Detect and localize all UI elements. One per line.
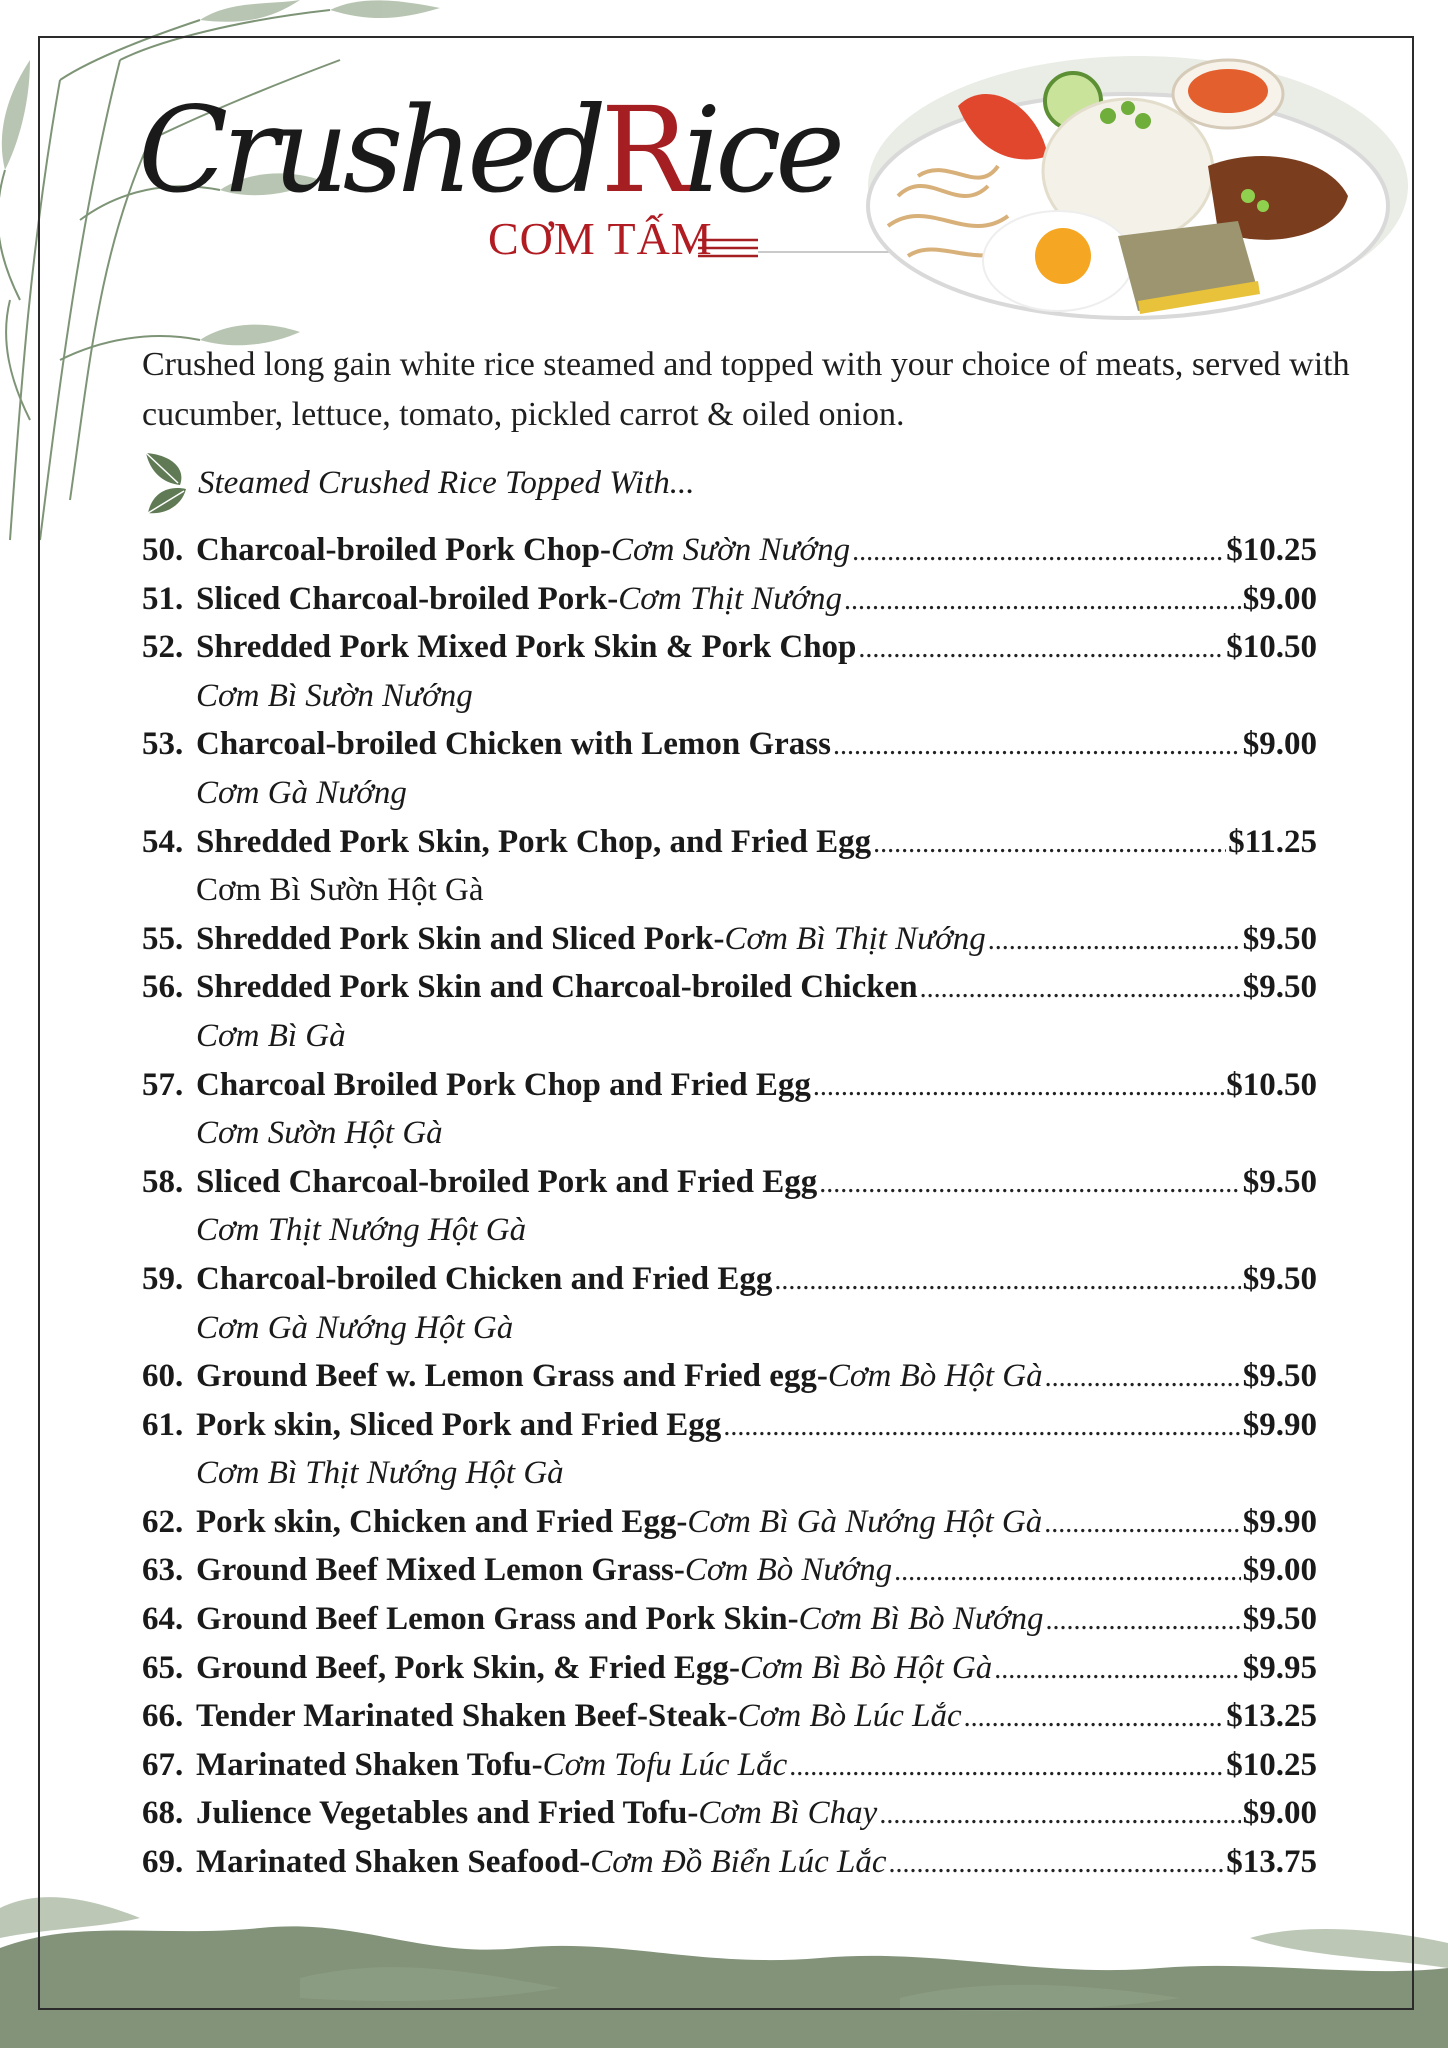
logo-title: CrushedRice (138, 81, 840, 219)
menu-item-price: $10.25 (1226, 532, 1317, 568)
menu-item-price: $13.75 (1226, 1844, 1317, 1881)
dot-leader (879, 1799, 1240, 1831)
section-subheading (142, 448, 694, 518)
menu-item-separator: - (579, 1844, 591, 1881)
menu-item-number: 60. (142, 1358, 184, 1395)
menu-item-vietnamese-name: Cơm Tofu Lúc Lắc (542, 1746, 788, 1783)
menu-item-separator: - (728, 1649, 740, 1686)
menu-item-number: 50. (142, 532, 184, 568)
menu-item-vietnamese-name: Cơm Bò Hột Gà (827, 1358, 1043, 1395)
menu-item-name: Shredded Pork Skin, Pork Chop, and Fried Egg (196, 823, 872, 860)
menu-item-vietnamese-name: Cơm Bì Sườn Hột Gà (196, 872, 484, 909)
menu-item (142, 1552, 1317, 1601)
menu-item-name: Charcoal-broiled Pork Chop (196, 532, 600, 568)
dot-leader (858, 633, 1224, 665)
menu-item-vietnamese-name: Cơm Đồ Biển Lúc Lắc (590, 1844, 887, 1881)
menu-item-number: 66. (142, 1698, 184, 1735)
menu-item (142, 1795, 1317, 1844)
menu-item-name: Marinated Shaken Seafood (196, 1844, 580, 1881)
menu-item-name: Shredded Pork Skin and Charcoal-broiled Chicken (196, 969, 918, 1006)
menu-item-separator: - (787, 1601, 799, 1638)
menu-item-number: 51. (142, 580, 184, 617)
menu-item-vietnamese-name: Cơm Bì Gà (196, 1017, 346, 1054)
dot-leader (888, 1848, 1224, 1880)
menu-item-name: Ground Beef, Pork Skin, & Fried Egg (196, 1649, 729, 1686)
menu-item-price: $9.90 (1242, 1406, 1317, 1443)
dot-leader (920, 973, 1241, 1005)
menu-item-number: 56. (142, 969, 184, 1006)
menu-item (142, 581, 1317, 630)
menu-item (142, 921, 1317, 970)
menu-item-number: 68. (142, 1795, 184, 1832)
dot-leader (789, 1751, 1224, 1783)
menu-item (142, 1601, 1317, 1650)
dot-leader (964, 1702, 1225, 1734)
dot-leader (774, 1265, 1240, 1297)
menu-item-number: 52. (142, 629, 184, 666)
menu-item-vietnamese-name: Cơm Bò Lúc Lắc (737, 1698, 962, 1735)
menu-item-name: Charcoal-broiled Chicken with Lemon Grass (196, 726, 831, 763)
menu-item-vietnamese-name: Cơm Sườn Hột Gà (196, 1115, 443, 1152)
menu-item-price: $13.25 (1226, 1698, 1317, 1735)
menu-item-vietnamese-name: Cơm Bò Nướng (684, 1552, 893, 1589)
dot-leader (994, 1654, 1241, 1686)
menu-item-name: Pork skin, Sliced Pork and Fried Egg (196, 1406, 722, 1443)
menu-item (142, 1261, 1317, 1310)
dot-leader (833, 730, 1241, 762)
menu-item-name: Shredded Pork Mixed Pork Skin & Pork Chop (196, 629, 857, 666)
dot-leader (844, 585, 1241, 617)
dot-leader (1044, 1508, 1241, 1540)
menu-item-number: 55. (142, 920, 184, 957)
menu-item-vietnamese-name: Cơm Thịt Nướng Hột Gà (196, 1212, 527, 1249)
menu-item-vietnamese-name: Cơm Sườn Nướng (610, 532, 851, 568)
menu-item-price: $9.00 (1242, 726, 1317, 763)
rice-plate-image (838, 46, 1418, 376)
menu-item-number: 67. (142, 1746, 184, 1783)
menu-item-price: $10.25 (1226, 1746, 1317, 1783)
menu-item-price: $9.50 (1242, 969, 1317, 1006)
leaf-icon (142, 449, 190, 517)
menu-item-price: $10.50 (1226, 1066, 1317, 1103)
menu-item-separator: - (687, 1795, 699, 1832)
menu-intro-text: Crushed long gain white rice steamed and topped with your choice of meats, served with cucumber, lettuce, tomato, pickled carrot & oiled onion. (142, 346, 1350, 433)
dot-leader (1045, 1605, 1240, 1637)
menu-item-list (142, 532, 1317, 1893)
menu-item-separator: - (816, 1358, 828, 1395)
menu-item-separator: - (726, 1698, 738, 1735)
menu-item-vietnamese-name: Cơm Bì Chay (698, 1795, 878, 1832)
menu-item-number: 57. (142, 1066, 184, 1103)
section-subheading-text: Steamed Crushed Rice Topped With... (198, 464, 695, 501)
menu-item (142, 726, 1317, 775)
menu-item-number: 62. (142, 1503, 184, 1540)
menu-item-vietnamese-name: Cơm Bì Bò Hột Gà (739, 1649, 993, 1686)
menu-item-number: 69. (142, 1844, 184, 1881)
menu-item-separator: - (531, 1746, 543, 1783)
menu-item-vietnamese-name: Cơm Bì Thịt Nướng Hột Gà (196, 1455, 564, 1492)
menu-item (142, 1747, 1317, 1796)
menu-item (142, 969, 1317, 1018)
menu-item-separator: - (599, 532, 611, 568)
dot-leader (894, 1556, 1241, 1588)
menu-item-name: Shredded Pork Skin and Sliced Pork (196, 920, 714, 957)
menu-item-name: Ground Beef Lemon Grass and Pork Skin (196, 1601, 788, 1638)
menu-item-price: $9.00 (1242, 580, 1317, 617)
menu-item-number: 54. (142, 823, 184, 860)
menu-item-number: 61. (142, 1406, 184, 1443)
menu-item-vietnamese-name: Cơm Gà Nướng (196, 774, 407, 811)
menu-item (142, 1358, 1317, 1407)
dot-leader (1045, 1362, 1241, 1394)
menu-item-number: 65. (142, 1649, 184, 1686)
menu-item-number: 63. (142, 1552, 184, 1589)
menu-item-name: Sliced Charcoal-broiled Pork (196, 580, 608, 617)
dot-leader (723, 1411, 1240, 1443)
menu-item-price: $9.90 (1242, 1503, 1317, 1540)
menu-item-name: Pork skin, Chicken and Fried Egg (196, 1503, 677, 1540)
dot-leader (819, 1168, 1241, 1200)
dot-leader (873, 828, 1226, 860)
menu-item (142, 1504, 1317, 1553)
menu-item-number: 59. (142, 1260, 184, 1297)
menu-item-price: $9.50 (1242, 1358, 1317, 1395)
menu-item (142, 629, 1317, 678)
menu-item-separator: - (676, 1503, 688, 1540)
menu-item-price: $9.50 (1242, 920, 1317, 957)
menu-item-vietnamese-name: Cơm Thịt Nướng (618, 580, 843, 617)
dot-leader (988, 925, 1241, 957)
menu-item-name: Julience Vegetables and Fried Tofu (196, 1795, 688, 1832)
dot-leader (852, 536, 1224, 568)
menu-item-name: Tender Marinated Shaken Beef-Steak (196, 1698, 727, 1735)
menu-item (142, 1407, 1317, 1456)
menu-item-price: $9.50 (1242, 1260, 1317, 1297)
menu-item (142, 1650, 1317, 1699)
menu-item-name: Ground Beef Mixed Lemon Grass (196, 1552, 674, 1589)
menu-item-price: $11.25 (1228, 823, 1317, 860)
menu-item-price: $9.00 (1242, 1552, 1317, 1589)
menu-item-price: $9.00 (1242, 1795, 1317, 1832)
menu-item-name: Ground Beef w. Lemon Grass and Fried egg (196, 1358, 817, 1395)
menu-item-separator: - (673, 1552, 685, 1589)
menu-item-separator: - (713, 920, 725, 957)
menu-item (142, 1067, 1317, 1116)
menu-item-name: Marinated Shaken Tofu (196, 1746, 532, 1783)
menu-item (142, 532, 1317, 581)
menu-item-price: $9.95 (1242, 1649, 1317, 1686)
menu-item (142, 1698, 1317, 1747)
menu-item-number: 53. (142, 726, 184, 763)
menu-item-separator: - (607, 580, 619, 617)
menu-item-name: Charcoal Broiled Pork Chop and Fried Egg (196, 1066, 811, 1103)
menu-item (142, 1844, 1317, 1893)
menu-item-number: 58. (142, 1163, 184, 1200)
menu-item-number: 64. (142, 1601, 184, 1638)
logo-subtitle: CƠM TẤM (488, 213, 713, 264)
brand-logo (138, 80, 840, 280)
menu-item-vietnamese-name: Cơm Gà Nướng Hột Gà (196, 1309, 514, 1346)
menu-item (142, 1164, 1317, 1213)
menu-item-name: Sliced Charcoal-broiled Pork and Fried Egg (196, 1163, 818, 1200)
menu-item-vietnamese-name: Cơm Bì Thịt Nướng (724, 920, 986, 957)
menu-item-vietnamese-name: Cơm Bì Gà Nướng Hột Gà (687, 1503, 1043, 1540)
dot-leader (813, 1071, 1224, 1103)
menu-item-vietnamese-name: Cơm Bì Sườn Nướng (196, 677, 473, 714)
menu-item (142, 824, 1317, 873)
menu-item-vietnamese-name: Cơm Bì Bò Nướng (798, 1601, 1044, 1638)
menu-item-price: $9.50 (1242, 1163, 1317, 1200)
menu-item-price: $10.50 (1226, 629, 1317, 666)
menu-item-name: Charcoal-broiled Chicken and Fried Egg (196, 1260, 773, 1297)
menu-item-price: $9.50 (1242, 1601, 1317, 1638)
